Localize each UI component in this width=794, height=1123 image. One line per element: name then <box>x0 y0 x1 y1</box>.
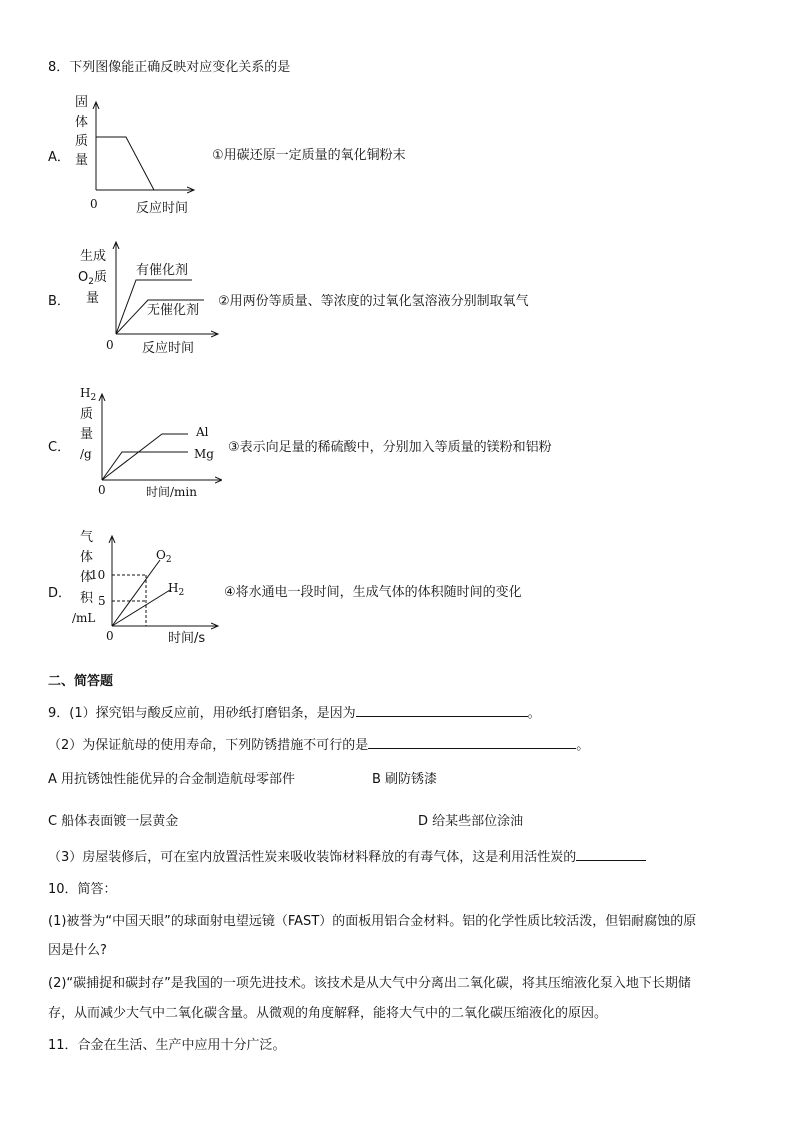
a-ylabel-char-4: 量 <box>75 153 89 168</box>
b-ylabel-zhi: 质 <box>93 270 107 285</box>
q9-answer-blank-1[interactable] <box>356 705 528 717</box>
d-line-o2 <box>112 560 160 626</box>
c-ylabel-char-3: /g <box>80 447 92 461</box>
a-ylabel-char-1: 固 <box>75 95 89 110</box>
b-ylabel-line1: 生成 <box>80 249 107 264</box>
q9-answer-blank-2[interactable] <box>368 737 576 749</box>
c-curve-mg <box>102 452 188 480</box>
b-ylabel-line3: 量 <box>86 291 100 306</box>
option-b-desc: ②用两份等质量、等浓度的过氧化氢溶液分别制取氧气 <box>218 294 529 309</box>
d-ylabel-char-4: 积 <box>80 591 94 606</box>
c-ylabel-sub: 2 <box>90 393 97 403</box>
c-ylabel-char-2: 量 <box>80 427 94 442</box>
graph-d <box>70 526 220 650</box>
option-a-desc: ①用碳还原一定质量的氧化铜粉末 <box>212 148 406 163</box>
q9-part1-text: 9．(1）探究铝与酸反应前，用砂纸打磨铝条，是因为 <box>48 706 356 721</box>
option-b-letter: B． <box>48 294 70 309</box>
a-curve <box>96 137 154 190</box>
a-origin: 0 <box>90 197 98 211</box>
c-xlabel: 时间/min <box>146 485 197 499</box>
graph-c <box>72 382 222 504</box>
q10-title: 10．简答： <box>48 882 117 897</box>
option-c-letter: C． <box>48 440 71 455</box>
b-ylabel-line2 <box>78 270 107 287</box>
d-line-h2 <box>112 590 170 626</box>
option-d-letter: D． <box>48 586 72 601</box>
d-h2-sub: 2 <box>178 588 185 598</box>
section-heading: 二、简答题 <box>48 674 114 689</box>
c-origin: 0 <box>98 483 106 497</box>
graph-b <box>72 234 222 362</box>
d-ylabel-char-2: 体 <box>80 550 94 565</box>
a-xlabel: 反应时间 <box>136 201 189 216</box>
d-ylabel-char-5: /mL <box>72 611 96 625</box>
b-ylabel-sub: 2 <box>88 277 94 287</box>
q9-option-b: B 刷防锈漆 <box>372 772 438 787</box>
option-d-desc: ④将水通电一段时间，生成气体的体积随时间的变化 <box>224 585 522 600</box>
q9-option-c: C 船体表面镀一层黄金 <box>48 814 179 829</box>
q9-option-d: D 给某些部位涂油 <box>418 814 524 829</box>
q9-part1 <box>48 702 541 721</box>
c-ylabel-char-1: 质 <box>80 407 94 422</box>
b-xlabel: 反应时间 <box>142 341 195 356</box>
d-tick-5: 5 <box>98 594 106 608</box>
c-curve1-label: Al <box>196 425 209 439</box>
b-origin: 0 <box>106 338 114 352</box>
q9-part2-text: （2）为保证航母的使用寿命，下列防锈措施不可行的是 <box>48 738 369 753</box>
question-8-title: 8．下列图像能正确反映对应变化关系的是 <box>48 60 291 75</box>
q9-part2-end: 。 <box>576 738 590 753</box>
b-curve2-label: 无催化剂 <box>147 303 200 318</box>
c-curve2-label: Mg <box>194 447 214 461</box>
c-ylabel-line1 <box>80 386 96 403</box>
graph-a <box>68 90 208 220</box>
d-ylabel-char-1: 气 <box>80 530 94 545</box>
q9-part3 <box>48 846 646 865</box>
q10-part2-line2: 存，从而减少大气中二氧化碳含量。从微观的角度解释，能将大气中的二氧化碳压缩液化的原因。 <box>48 1006 608 1021</box>
q9-part1-end: 。 <box>527 706 541 721</box>
c-curve-al <box>102 434 188 480</box>
b-ylabel-o: O <box>78 270 89 285</box>
q9-part3-text: （3）房屋装修后，可在室内放置活性炭来吸收装饰材料释放的有毒气体，这是利用活性炭的 <box>48 850 577 865</box>
option-a-letter: A． <box>48 150 70 165</box>
option-c-desc: ③表示向足量的稀硫酸中，分别加入等质量的镁粉和铝粉 <box>228 440 552 455</box>
d-ylabel-char-3: 体 <box>80 570 94 585</box>
d-origin: 0 <box>106 629 114 643</box>
q9-part2 <box>48 734 589 753</box>
d-o2-prefix: O <box>156 548 166 562</box>
d-curve2-label <box>168 581 184 598</box>
q9-answer-blank-3[interactable] <box>576 849 646 861</box>
q9-option-a: A 用抗锈蚀性能优异的合金制造航母零部件 <box>48 772 296 787</box>
d-h2-prefix: H <box>168 581 179 595</box>
d-tick-10: 10 <box>90 568 106 582</box>
q11-title: 11．合金在生活、生产中应用十分广泛。 <box>48 1038 286 1053</box>
d-o2-sub: 2 <box>165 555 172 565</box>
b-curve1-label: 有催化剂 <box>136 263 189 278</box>
q10-part1-line1: (1)被誉为“中国天眼”的球面射电望远镜（FAST）的面板用铝合金材料。铝的化学性质比较活泼，但铝耐腐蚀的原 <box>48 914 697 929</box>
q10-part2-line1: (2)“碳捕捉和碳封存”是我国的一项先进技术。该技术是从大气中分离出二氧化碳，将其压缩液化泵入地下长期储 <box>48 976 691 991</box>
a-ylabel-char-3: 质 <box>75 134 89 149</box>
d-xlabel: 时间/s <box>168 631 206 646</box>
q10-part1-line2: 因是什么? <box>48 943 107 958</box>
c-ylabel-h: H <box>80 386 91 400</box>
a-ylabel-char-2: 体 <box>75 115 89 130</box>
